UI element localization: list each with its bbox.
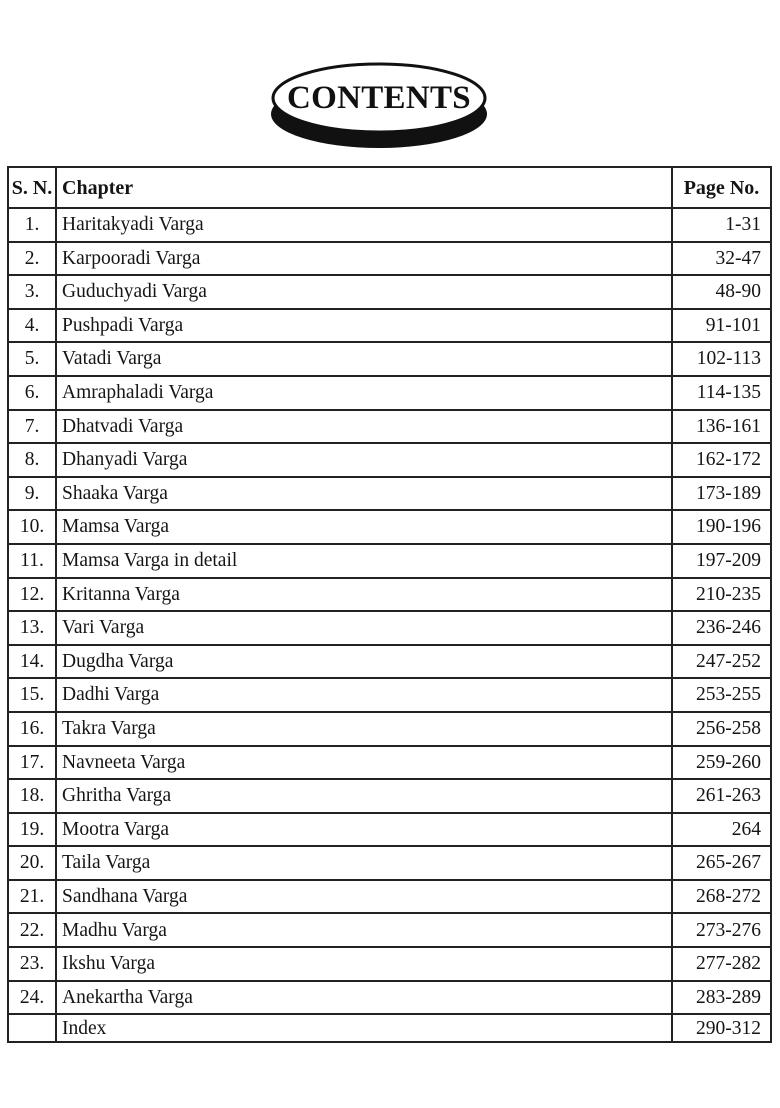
contents-title-badge xyxy=(270,60,490,152)
row-sn: 6. xyxy=(8,376,56,410)
table-row xyxy=(8,813,771,847)
row-chapter: Shaaka Varga xyxy=(56,477,672,511)
table-row xyxy=(8,913,771,947)
table-row xyxy=(8,779,771,813)
table-row xyxy=(8,611,771,645)
row-sn: 12. xyxy=(8,578,56,612)
table-row-index xyxy=(8,1014,771,1042)
row-chapter: Anekartha Varga xyxy=(56,981,672,1015)
row-page: 259-260 xyxy=(672,746,771,780)
row-page: 268-272 xyxy=(672,880,771,914)
table-row xyxy=(8,208,771,242)
row-chapter: Dadhi Varga xyxy=(56,678,672,712)
table-row xyxy=(8,410,771,444)
table-row xyxy=(8,242,771,276)
row-page: 190-196 xyxy=(672,510,771,544)
row-chapter: Amraphaladi Varga xyxy=(56,376,672,410)
row-chapter: Kritanna Varga xyxy=(56,578,672,612)
row-chapter: Dhanyadi Varga xyxy=(56,443,672,477)
row-sn: 24. xyxy=(8,981,56,1015)
row-page: 91-101 xyxy=(672,309,771,343)
row-sn: 1. xyxy=(8,208,56,242)
row-sn: 11. xyxy=(8,544,56,578)
table-row xyxy=(8,342,771,376)
row-chapter: Navneeta Varga xyxy=(56,746,672,780)
row-page: 210-235 xyxy=(672,578,771,612)
row-page: 1-31 xyxy=(672,208,771,242)
row-sn: 9. xyxy=(8,477,56,511)
row-sn xyxy=(8,1014,56,1042)
table-row xyxy=(8,746,771,780)
row-page: 290-312 xyxy=(672,1014,771,1042)
row-sn: 7. xyxy=(8,410,56,444)
row-chapter: Ghritha Varga xyxy=(56,779,672,813)
row-page: 273-276 xyxy=(672,913,771,947)
page-title: CONTENTS xyxy=(287,80,471,116)
row-sn: 10. xyxy=(8,510,56,544)
table-row xyxy=(8,880,771,914)
table-row xyxy=(8,981,771,1015)
row-page: 48-90 xyxy=(672,275,771,309)
row-page: 162-172 xyxy=(672,443,771,477)
row-chapter: Vari Varga xyxy=(56,611,672,645)
row-chapter: Mamsa Varga xyxy=(56,510,672,544)
row-chapter: Karpooradi Varga xyxy=(56,242,672,276)
row-sn: 8. xyxy=(8,443,56,477)
header-sn: S. N. xyxy=(8,167,56,208)
row-page: 253-255 xyxy=(672,678,771,712)
row-sn: 21. xyxy=(8,880,56,914)
table-row xyxy=(8,275,771,309)
row-chapter: Mootra Varga xyxy=(56,813,672,847)
row-chapter: Sandhana Varga xyxy=(56,880,672,914)
row-page: 236-246 xyxy=(672,611,771,645)
row-sn: 4. xyxy=(8,309,56,343)
table-row xyxy=(8,645,771,679)
row-chapter: Dugdha Varga xyxy=(56,645,672,679)
table-row xyxy=(8,510,771,544)
row-sn: 20. xyxy=(8,846,56,880)
table-row xyxy=(8,544,771,578)
table-row xyxy=(8,376,771,410)
row-sn: 22. xyxy=(8,913,56,947)
table-row xyxy=(8,578,771,612)
table-row xyxy=(8,443,771,477)
table-row xyxy=(8,477,771,511)
row-page: 265-267 xyxy=(672,846,771,880)
row-chapter: Vatadi Varga xyxy=(56,342,672,376)
header-page: Page No. xyxy=(672,167,771,208)
header-chapter: Chapter xyxy=(56,167,672,208)
row-page: 283-289 xyxy=(672,981,771,1015)
row-page: 32-47 xyxy=(672,242,771,276)
row-chapter: Dhatvadi Varga xyxy=(56,410,672,444)
row-page: 197-209 xyxy=(672,544,771,578)
row-chapter: Guduchyadi Varga xyxy=(56,275,672,309)
contents-table xyxy=(7,166,772,1043)
row-page: 277-282 xyxy=(672,947,771,981)
row-sn: 3. xyxy=(8,275,56,309)
row-page: 264 xyxy=(672,813,771,847)
table-row xyxy=(8,678,771,712)
row-page: 173-189 xyxy=(672,477,771,511)
row-page: 261-263 xyxy=(672,779,771,813)
table-header-row xyxy=(8,167,771,208)
row-page: 102-113 xyxy=(672,342,771,376)
table-row xyxy=(8,712,771,746)
row-chapter: Index xyxy=(56,1014,672,1042)
table-row xyxy=(8,947,771,981)
row-page: 136-161 xyxy=(672,410,771,444)
row-sn: 13. xyxy=(8,611,56,645)
row-sn: 14. xyxy=(8,645,56,679)
row-sn: 16. xyxy=(8,712,56,746)
row-sn: 19. xyxy=(8,813,56,847)
table-row xyxy=(8,309,771,343)
row-chapter: Mamsa Varga in detail xyxy=(56,544,672,578)
row-sn: 17. xyxy=(8,746,56,780)
contents-table-body xyxy=(8,208,771,1042)
row-page: 247-252 xyxy=(672,645,771,679)
row-sn: 23. xyxy=(8,947,56,981)
row-sn: 5. xyxy=(8,342,56,376)
row-chapter: Haritakyadi Varga xyxy=(56,208,672,242)
row-chapter: Taila Varga xyxy=(56,846,672,880)
row-chapter: Madhu Varga xyxy=(56,913,672,947)
row-chapter: Ikshu Varga xyxy=(56,947,672,981)
row-page: 256-258 xyxy=(672,712,771,746)
row-sn: 15. xyxy=(8,678,56,712)
row-page: 114-135 xyxy=(672,376,771,410)
row-chapter: Takra Varga xyxy=(56,712,672,746)
row-sn: 2. xyxy=(8,242,56,276)
row-sn: 18. xyxy=(8,779,56,813)
table-row xyxy=(8,846,771,880)
row-chapter: Pushpadi Varga xyxy=(56,309,672,343)
